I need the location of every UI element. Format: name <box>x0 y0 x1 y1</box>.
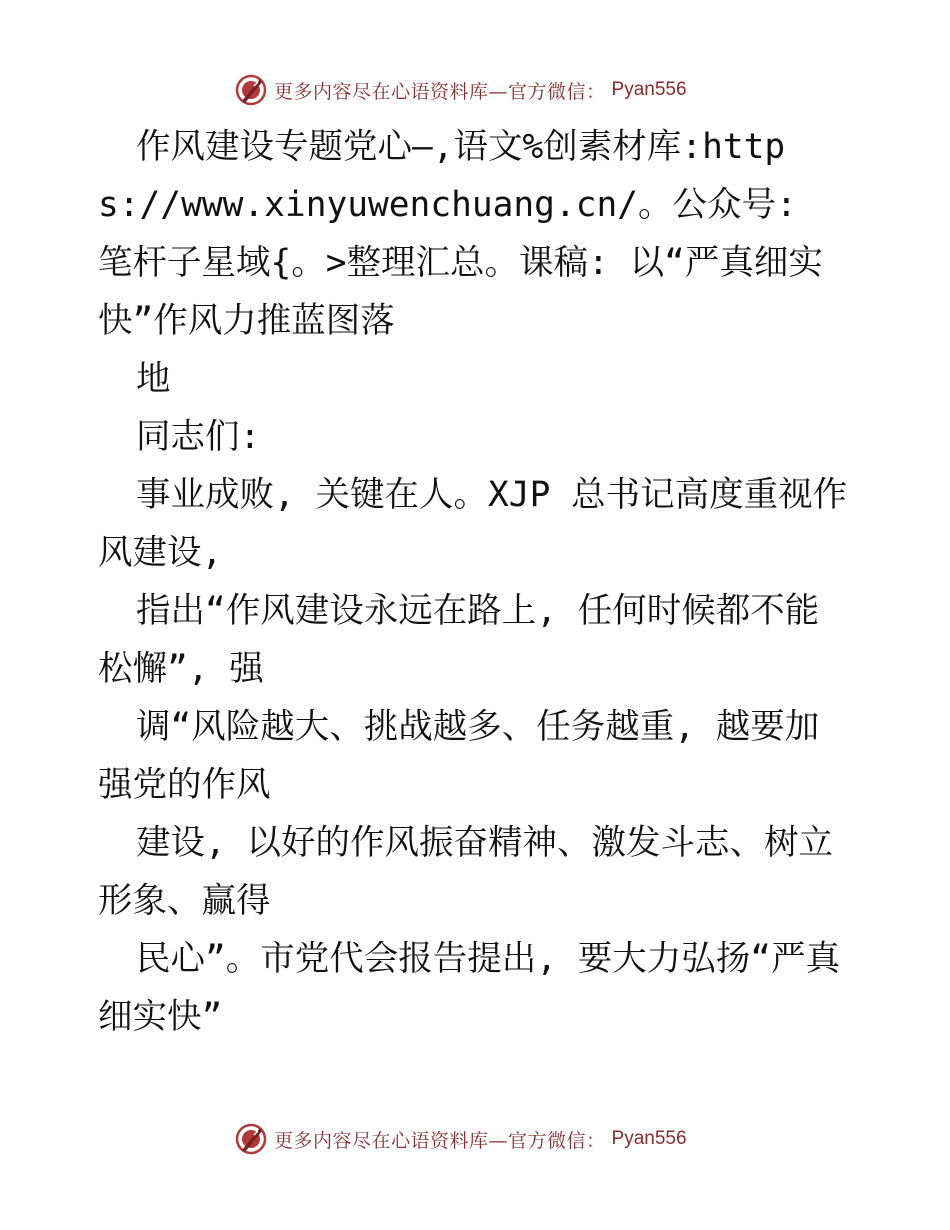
paragraph-title-continued: 地 <box>136 359 171 399</box>
watermark-wechat-id: Pyan556 <box>611 1128 687 1149</box>
paragraph-greeting: 同志们: <box>136 417 261 457</box>
paragraph-body: 建设, 以好的作风振奋精神、激发斗志、树立形象、赢得 <box>98 823 834 921</box>
paragraph-body: 事业成败, 关键在人。XJP 总书记高度重视作风建设, <box>98 475 848 573</box>
watermark-wechat-id: Pyan556 <box>611 79 687 100</box>
paragraph-body: 民心”。市党代会报告提出, 要大力弘扬“严真细实快” <box>98 939 841 1037</box>
watermark-banner-top <box>234 72 714 108</box>
watermark-text: 更多内容尽在心语资料库—官方微信： <box>274 1129 606 1152</box>
document-body <box>98 118 850 1046</box>
paragraph-body: 调“风险越大、挑战越多、任务越重, 越要加强党的作风 <box>98 707 820 805</box>
quill-seal-icon <box>234 1122 268 1156</box>
paragraph-title: 作风建设专题党心—,语文%创素材库:https://www.xinyuwenchuang.cn/。公众号: 笔杆子星域{。>整理汇总。课稿: 以“严真细实快”作风力推蓝图落 <box>98 127 823 341</box>
quill-seal-icon <box>234 73 268 107</box>
paragraph-body: 指出“作风建设永远在路上, 任何时候都不能松懈”, 强 <box>98 591 820 689</box>
watermark-text: 更多内容尽在心语资料库—官方微信： <box>274 80 606 103</box>
watermark-banner-bottom <box>234 1121 714 1157</box>
